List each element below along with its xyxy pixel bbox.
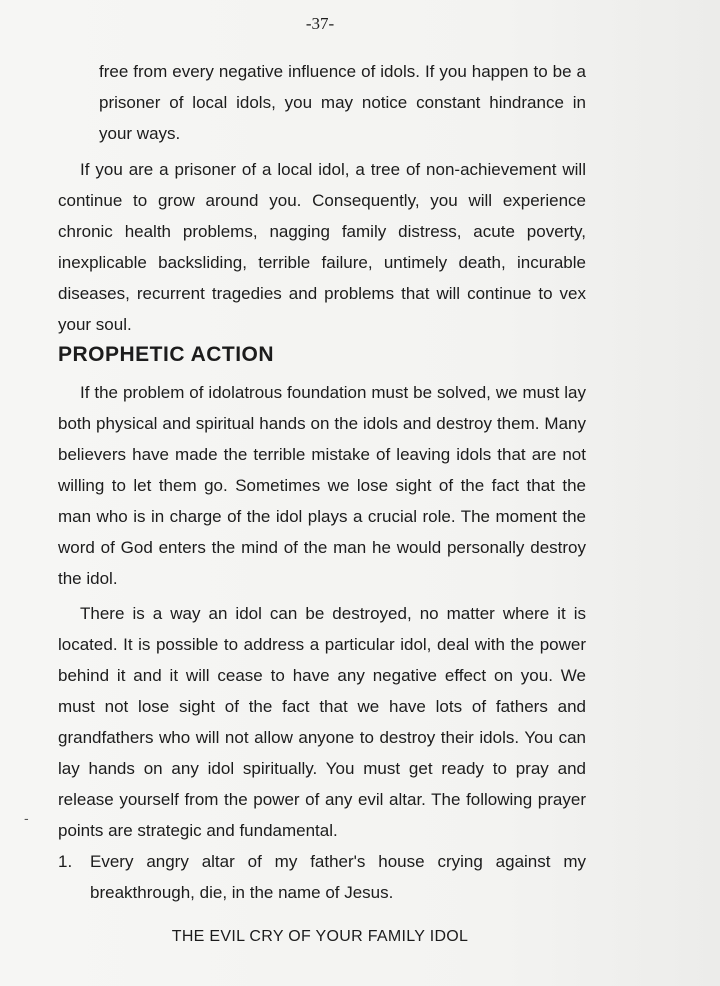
destroy-idol-paragraph [58, 598, 586, 846]
prayer-point [58, 846, 586, 908]
running-footer: THE EVIL CRY OF YOUR FAMILY IDOL [171, 928, 469, 945]
continuation-paragraph [99, 56, 586, 149]
idolatrous-foundation-paragraph [58, 377, 586, 594]
margin-mark: - [24, 810, 29, 826]
section-heading: PROPHETIC ACTION [58, 343, 275, 366]
local-idol-paragraph [58, 154, 586, 340]
continuation-text: free from every negative influence of idols. If you happen to be a prisoner of local idols, you may notice constant hindrance in your ways. [99, 62, 586, 143]
local-idol-text: If you are a prisoner of a local idol, a tree of non-achievement will continue to grow around you. Consequently, you will experience chronic health problems, nagging family distress, acute poverty, inexplicable backsliding, terrible failure, untimely death, incurable diseases, recurrent tragedies and problems that will continue to vex your soul. [58, 160, 586, 334]
page-number: -37- [305, 14, 335, 33]
idolatrous-foundation-text: If the problem of idolatrous foundation must be solved, we must lay both physical and spiritual hands on the idols and destroy them. Many believers have made the terrible mistake of leaving idols that are not willing to let them go. Sometimes we lose sight of the fact that the man who is in charge of the idol plays a crucial role. The moment the word of God enters the mind of the man he would personally destroy the idol. [58, 383, 586, 588]
destroy-idol-text: There is a way an idol can be destroyed, no matter where it is located. It is possible to address a particular idol, deal with the power behind it and it will cease to have any negative effect on you. We must not lose sight of the fact that we have lots of fathers and grandfathers who will not allow anyone to destroy their idols. You can lay hands on any idol spiritually. You must get ready to pray and release yourself from the power of any evil altar. The following prayer points are strategic and fundamental. [58, 604, 586, 840]
prayer-point-text: Every angry altar of my father's house crying against my breakthrough, die, in the name of Jesus. [90, 852, 586, 902]
prayer-point-number: 1. [58, 852, 73, 871]
